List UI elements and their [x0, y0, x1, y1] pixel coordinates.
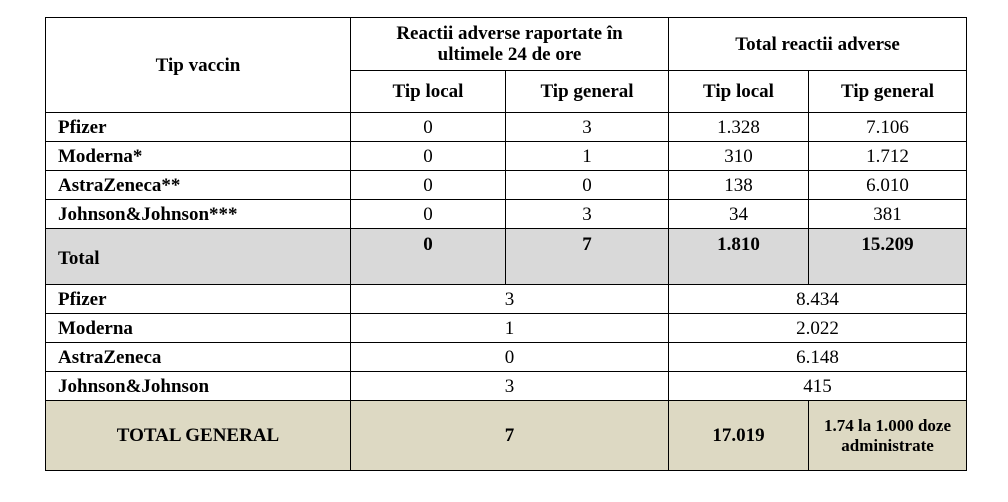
vaccine-name: Pfizer [46, 113, 351, 142]
total-general-total: 15.209 [809, 229, 967, 285]
general-total-value: 7.106 [809, 113, 967, 142]
header-local-24h: Tip local [351, 71, 506, 113]
header-local-total: Tip local [669, 71, 809, 113]
total-local-24h: 0 [351, 229, 506, 285]
total-row [46, 229, 967, 285]
summary-row [46, 372, 967, 401]
grand-total-label: TOTAL GENERAL [46, 401, 351, 471]
local-24h-value: 0 [351, 200, 506, 229]
total-local-total: 1.810 [669, 229, 809, 285]
header-row-1 [46, 18, 967, 71]
grand-total-row [46, 401, 967, 471]
grand-total-value: 17.019 [669, 401, 809, 471]
local-24h-value: 0 [351, 171, 506, 200]
summary-24h-value: 3 [351, 285, 669, 314]
vaccine-name: Moderna* [46, 142, 351, 171]
general-total-value: 1.712 [809, 142, 967, 171]
table-row [46, 142, 967, 171]
local-24h-value: 0 [351, 113, 506, 142]
vaccine-name: Johnson&Johnson*** [46, 200, 351, 229]
general-24h-value: 0 [506, 171, 669, 200]
summary-24h-value: 3 [351, 372, 669, 401]
header-general-24h: Tip general [506, 71, 669, 113]
header-vaccine-type: Tip vaccin [46, 18, 351, 113]
total-label: Total [46, 229, 351, 285]
local-total-value: 1.328 [669, 113, 809, 142]
summary-total-value: 8.434 [669, 285, 967, 314]
header-total: Total reactii adverse [669, 18, 967, 71]
summary-vaccine-name: Pfizer [46, 285, 351, 314]
summary-total-value: 6.148 [669, 343, 967, 372]
summary-total-value: 415 [669, 372, 967, 401]
table-row [46, 113, 967, 142]
general-total-value: 6.010 [809, 171, 967, 200]
vaccine-name: AstraZeneca** [46, 171, 351, 200]
general-24h-value: 3 [506, 113, 669, 142]
summary-row [46, 343, 967, 372]
summary-row [46, 285, 967, 314]
summary-vaccine-name: AstraZeneca [46, 343, 351, 372]
summary-row [46, 314, 967, 343]
local-total-value: 138 [669, 171, 809, 200]
total-general-24h: 7 [506, 229, 669, 285]
general-24h-value: 3 [506, 200, 669, 229]
table-row [46, 200, 967, 229]
general-total-value: 381 [809, 200, 967, 229]
table-row [46, 171, 967, 200]
adverse-reactions-table [45, 17, 967, 471]
general-24h-value: 1 [506, 142, 669, 171]
summary-vaccine-name: Moderna [46, 314, 351, 343]
local-24h-value: 0 [351, 142, 506, 171]
header-general-total: Tip general [809, 71, 967, 113]
local-total-value: 34 [669, 200, 809, 229]
grand-total-24h: 7 [351, 401, 669, 471]
local-total-value: 310 [669, 142, 809, 171]
summary-24h-value: 0 [351, 343, 669, 372]
summary-total-value: 2.022 [669, 314, 967, 343]
grand-total-rate: 1.74 la 1.000 doze administrate [809, 401, 967, 471]
summary-24h-value: 1 [351, 314, 669, 343]
summary-vaccine-name: Johnson&Johnson [46, 372, 351, 401]
header-last-24h: Reactii adverse raportate în ultimele 24 de ore [351, 18, 669, 71]
